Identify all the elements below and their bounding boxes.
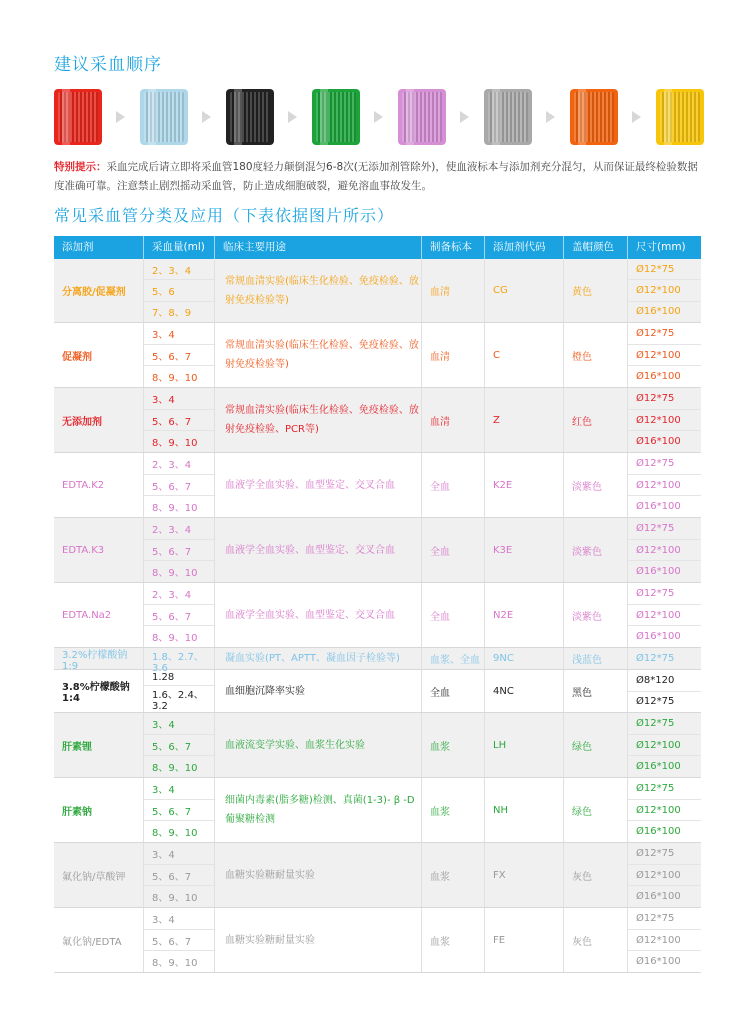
cell-specimen: 血浆 [422, 713, 485, 777]
size-option: Ø12*75 [628, 843, 701, 865]
volume-option: 2、3、4 [144, 583, 214, 605]
volume-option: 7、8、9 [152, 308, 192, 320]
cell-additive: 3.8%柠檬酸钠1:4 [54, 670, 144, 712]
size-option: Ø12*100 [628, 865, 701, 887]
cell-specimen: 全血 [422, 670, 485, 712]
volume-option: 8、9、10 [152, 958, 198, 970]
cell-additive: 氟化钠/草酸钾 [54, 843, 144, 907]
size-option: Ø16*100 [636, 306, 681, 318]
tube-cap-gray [484, 89, 532, 145]
size-option: Ø16*100 [636, 501, 681, 513]
cell-usage: 凝血实验(PT、APTT、凝血因子检验等) [215, 648, 422, 669]
cell-cap-color: 黑色 [564, 670, 628, 712]
cell-usage: 常规血清实验(临床生化检验、免疫检验、放射免疫检验、PCR等) [215, 388, 422, 452]
cell-specimen: 血清 [422, 323, 485, 387]
cell-specimen: 全血 [422, 518, 485, 582]
arrow-right-icon [374, 111, 383, 123]
tube-cap-yellow [656, 89, 704, 145]
tube-table [54, 236, 701, 973]
cell-specimen: 血清 [422, 259, 485, 322]
table-row [54, 583, 701, 648]
volume-option: 5、6、7 [144, 410, 214, 432]
header-additive: 添加剂 [54, 236, 144, 259]
size-option: Ø12*75 [628, 583, 701, 605]
cell-code: Z [485, 388, 564, 452]
table-row [54, 648, 701, 674]
cell-additive: 促凝剂 [54, 323, 144, 387]
cell-volume [144, 388, 215, 452]
volume-option: 8、9、10 [152, 633, 198, 645]
volume-option: 1.6、2.4、3.2 [152, 690, 204, 712]
cell-cap-color: 橙色 [564, 323, 628, 387]
cell-usage: 常规血清实验(临床生化检验、免疫检验、放射免疫检验等) [215, 259, 422, 322]
size-option: Ø12*75 [628, 323, 701, 345]
cell-size [628, 518, 701, 582]
volume-option: 5、6、7 [144, 800, 214, 822]
size-option: Ø12*75 [628, 778, 701, 800]
cell-cap-color: 灰色 [564, 843, 628, 907]
volume-option: 2、3、4 [144, 453, 214, 475]
cell-specimen: 全血 [422, 583, 485, 647]
volume-option: 5、6、7 [144, 930, 214, 952]
notice-text: 采血完成后请立即将采血管180度轻力颠倒混匀6-8次(无添加剂管除外)，使血液标本与添加剂充分混匀，从而保证最终检验数据度准确可靠。注意禁止剧烈摇动采血管，防止造成细胞破裂，避免溶血事故发生。 [54, 161, 698, 192]
size-option: Ø12*75 [628, 259, 701, 280]
cell-usage: 血液学全血实验、血型鉴定、交叉合血 [215, 453, 422, 517]
cell-cap-color: 灰色 [564, 908, 628, 972]
cell-volume [144, 583, 215, 647]
cell-specimen: 全血 [422, 453, 485, 517]
size-option: Ø12*100 [628, 605, 701, 627]
table-row [54, 388, 701, 453]
tube-cap-light-blue [140, 89, 188, 145]
table-row [54, 453, 701, 518]
arrow-right-icon [546, 111, 555, 123]
volume-option: 2、3、4 [144, 259, 214, 280]
tube-cap-lavender [398, 89, 446, 145]
volume-option: 8、9、10 [152, 503, 198, 515]
volume-option: 3、4 [144, 323, 214, 345]
volume-option: 1.28 [144, 670, 214, 686]
cell-volume [144, 843, 215, 907]
tube-cap-red-orange [54, 89, 102, 145]
volume-option: 5、6、7 [144, 475, 214, 497]
table-row [54, 843, 701, 908]
cell-volume [144, 518, 215, 582]
cell-code: 9NC [485, 648, 564, 669]
size-option: Ø12*100 [628, 345, 701, 367]
volume-option: 3、4 [144, 388, 214, 410]
volume-option: 8、9、10 [152, 568, 198, 580]
cell-additive: 肝素钠 [54, 778, 144, 842]
volume-option: 3、4 [144, 713, 214, 735]
cell-size [628, 583, 701, 647]
cell-code: K2E [485, 453, 564, 517]
header-specimen: 制备标本 [422, 236, 485, 259]
volume-option: 1.8、2.7、3.6 [152, 652, 204, 674]
volume-option: 5、6、7 [144, 345, 214, 367]
cell-size [628, 670, 701, 712]
size-option: Ø12*100 [628, 410, 701, 432]
cell-size [628, 323, 701, 387]
cell-cap-color: 淡紫色 [564, 453, 628, 517]
header-code: 添加剂代码 [485, 236, 564, 259]
volume-option: 3、4 [144, 778, 214, 800]
cell-code: FX [485, 843, 564, 907]
table-row [54, 323, 701, 388]
table-row [54, 518, 701, 583]
size-option: Ø12*75 [636, 653, 675, 664]
cell-code: LH [485, 713, 564, 777]
size-option: Ø12*100 [628, 800, 701, 822]
size-option: Ø12*75 [636, 696, 675, 708]
cell-additive: EDTA.K2 [54, 453, 144, 517]
size-option: Ø16*100 [636, 631, 681, 643]
cell-cap-color: 红色 [564, 388, 628, 452]
cell-cap-color: 绿色 [564, 778, 628, 842]
tube-cap-green [312, 89, 360, 145]
cell-cap-color: 浅蓝色 [564, 648, 628, 669]
cell-additive: 肝素锂 [54, 713, 144, 777]
cell-volume [144, 670, 215, 712]
volume-option: 2、3、4 [144, 518, 214, 540]
arrow-right-icon [288, 111, 297, 123]
arrow-right-icon [460, 111, 469, 123]
cell-size [628, 648, 701, 669]
cell-specimen: 血清 [422, 388, 485, 452]
cell-additive: 无添加剂 [54, 388, 144, 452]
cell-usage: 血细胞沉降率实验 [215, 670, 422, 712]
cell-usage: 常规血清实验(临床生化检验、免疫检验、放射免疫检验等) [215, 323, 422, 387]
size-option: Ø12*100 [628, 475, 701, 497]
cell-code: CG [485, 259, 564, 322]
cell-usage: 血液学全血实验、血型鉴定、交叉合血 [215, 518, 422, 582]
cell-specimen: 血浆、全血 [422, 648, 485, 669]
cell-code: C [485, 323, 564, 387]
tube-cap-black [226, 89, 274, 145]
volume-option: 5、6、7 [144, 540, 214, 562]
arrow-right-icon [632, 111, 641, 123]
cell-volume [144, 908, 215, 972]
volume-option: 3、4 [144, 908, 214, 930]
table-header [54, 236, 701, 259]
volume-option: 5、6、7 [144, 865, 214, 887]
cell-volume [144, 453, 215, 517]
cell-volume [144, 259, 215, 322]
cell-size [628, 259, 701, 322]
header-volume: 采血量(ml) [144, 236, 215, 259]
cell-volume [144, 648, 215, 674]
size-option: Ø16*100 [636, 891, 681, 903]
cell-code: FE [485, 908, 564, 972]
cell-usage: 血液流变学实验、血浆生化实验 [215, 713, 422, 777]
size-option: Ø12*100 [628, 735, 701, 757]
table-row [54, 713, 701, 778]
volume-option: 8、9、10 [152, 763, 198, 775]
tube-cap-orange [570, 89, 618, 145]
size-option: Ø12*100 [628, 540, 701, 562]
cell-cap-color: 淡紫色 [564, 518, 628, 582]
cell-size [628, 778, 701, 842]
cell-additive: 氟化钠/EDTA [54, 908, 144, 972]
volume-option: 8、9、10 [152, 373, 198, 385]
volume-option: 5、6、7 [144, 735, 214, 757]
volume-option: 8、9、10 [152, 438, 198, 450]
arrow-right-icon [202, 111, 211, 123]
size-option: Ø12*100 [628, 930, 701, 952]
section-title-tube-types: 常见采血管分类及应用（下表依据图片所示） [54, 206, 395, 225]
cell-usage: 血液学全血实验、血型鉴定、交叉合血 [215, 583, 422, 647]
cell-code: N2E [485, 583, 564, 647]
cell-size [628, 388, 701, 452]
header-size: 尺寸(mm) [636, 241, 686, 253]
size-option: Ø16*100 [636, 826, 681, 838]
cell-size [628, 843, 701, 907]
cell-specimen: 血浆 [422, 778, 485, 842]
cell-additive: EDTA.Na2 [54, 583, 144, 647]
volume-option: 5、6 [144, 280, 214, 301]
cell-size [628, 453, 701, 517]
table-row [54, 778, 701, 843]
cell-usage: 细菌内毒素(脂多糖)检测、真菌(1-3)- β -D葡聚糖检测 [215, 778, 422, 842]
cell-volume [144, 713, 215, 777]
cell-code: NH [485, 778, 564, 842]
header-usage: 临床主要用途 [215, 236, 422, 259]
cell-specimen: 血浆 [422, 908, 485, 972]
size-option: Ø12*75 [628, 713, 701, 735]
volume-option: 8、9、10 [152, 828, 198, 840]
size-option: Ø16*100 [636, 371, 681, 383]
cell-specimen: 血浆 [422, 843, 485, 907]
size-option: Ø12*100 [628, 280, 701, 301]
volume-option: 5、6、7 [144, 605, 214, 627]
table-row [54, 259, 701, 323]
cell-cap-color: 淡紫色 [564, 583, 628, 647]
table-row [54, 670, 701, 713]
size-option: Ø16*100 [636, 956, 681, 968]
size-option: Ø12*75 [628, 908, 701, 930]
cell-code: K3E [485, 518, 564, 582]
cell-cap-color: 绿色 [564, 713, 628, 777]
special-notice [54, 158, 704, 196]
cell-volume [144, 778, 215, 842]
cell-size [628, 908, 701, 972]
cell-additive: 3.2%柠檬酸钠1:9 [54, 648, 144, 669]
section-title-collection-order: 建议采血顺序 [54, 55, 162, 75]
size-option: Ø8*120 [628, 670, 701, 692]
cell-usage: 血糖实验糖耐量实验 [215, 843, 422, 907]
cell-additive: EDTA.K3 [54, 518, 144, 582]
arrow-right-icon [116, 111, 125, 123]
cell-usage: 血糖实验糖耐量实验 [215, 908, 422, 972]
size-option: Ø12*75 [628, 453, 701, 475]
cell-cap-color: 黄色 [564, 259, 628, 322]
size-option: Ø12*75 [628, 388, 701, 410]
size-option: Ø16*100 [636, 566, 681, 578]
volume-option: 3、4 [144, 843, 214, 865]
header-cap-color: 盖帽颜色 [564, 236, 628, 259]
size-option: Ø16*100 [636, 436, 681, 448]
cell-code: 4NC [485, 670, 564, 712]
cell-size [628, 713, 701, 777]
size-option: Ø12*75 [628, 518, 701, 540]
table-row [54, 908, 701, 973]
notice-label: 特别提示： [54, 161, 107, 173]
cell-additive: 分离胶/促凝剂 [54, 259, 144, 322]
cell-volume [144, 323, 215, 387]
volume-option: 8、9、10 [152, 893, 198, 905]
tube-cap-sequence [54, 89, 704, 145]
size-option: Ø16*100 [636, 761, 681, 773]
